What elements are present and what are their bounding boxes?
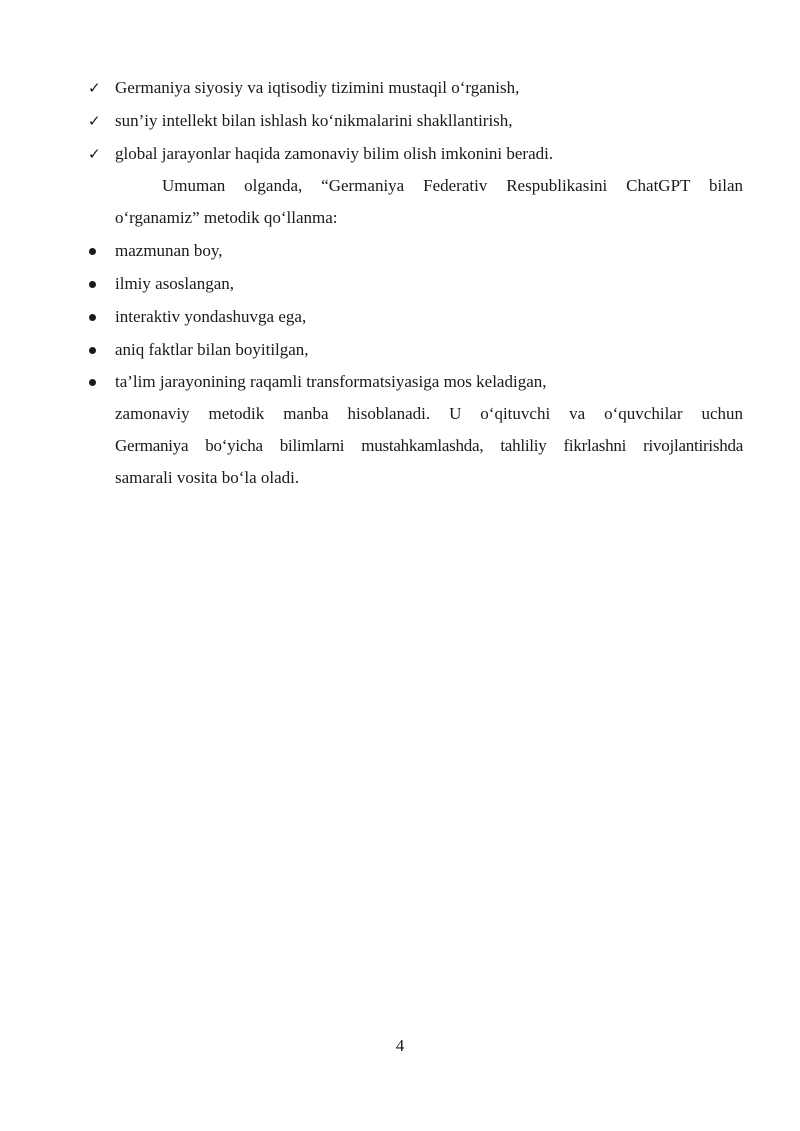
bullet-icon: [89, 281, 96, 288]
checkmark-icon: ✓: [88, 79, 101, 97]
conclusion-line-1: zamonaviy metodik manba hisoblanadi. U o‘qituvchi va o‘quvchilar uchun: [115, 404, 743, 423]
bullet-item-text: aniq faktlar bilan boyitilgan,: [115, 340, 309, 359]
bullet-item-text: interaktiv yondashuvga ega,: [115, 307, 307, 326]
conclusion-line-2: Germaniya bo‘yicha bilimlarni mustahkamlashda, tahliliy fikrlashni rivojlantirishda: [115, 436, 743, 455]
bullet-icon: [89, 379, 96, 386]
checkmark-icon: ✓: [88, 112, 101, 130]
conclusion-line-3: samarali vosita bo‘la oladi.: [115, 468, 300, 487]
bullet-icon: [89, 347, 96, 354]
bullet-icon: [89, 314, 96, 321]
checklist-item-text: Germaniya siyosiy va iqtisodiy tizimini mustaqil o‘rganish,: [115, 78, 520, 97]
bullet-item-text: ta’lim jarayonining raqamli transformatsiyasiga mos keladigan,: [115, 372, 547, 391]
bullet-item-text: mazmunan boy,: [115, 241, 223, 260]
summary-line-2: o‘rganamiz” metodik qo‘llanma:: [115, 208, 338, 227]
summary-line-1: Umuman olganda, “Germaniya Federativ Respublikasini ChatGPT bilan: [162, 176, 743, 195]
checklist-item-text: sun’iy intellekt bilan ishlash ko‘nikmalarini shakllantirish,: [115, 111, 513, 130]
bullet-item-text: ilmiy asoslangan,: [115, 274, 234, 293]
bullet-icon: [89, 248, 96, 255]
page-number: 4: [395, 1036, 405, 1055]
checkmark-icon: ✓: [88, 145, 101, 163]
checklist-item-text: global jarayonlar haqida zamonaviy bilim olish imkonini beradi.: [115, 144, 554, 163]
